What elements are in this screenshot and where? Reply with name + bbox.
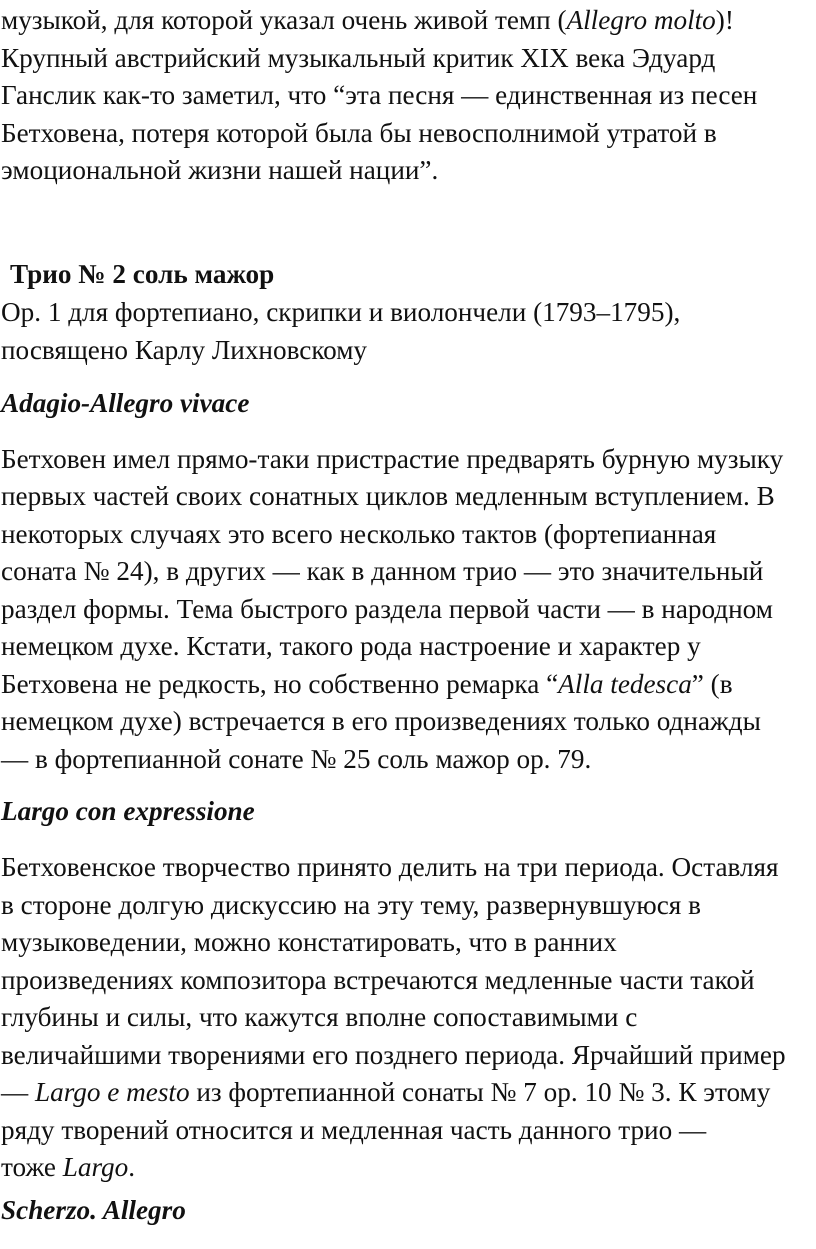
largo-text: . <box>128 1152 136 1182</box>
largo-line-3: музыковедении, можно констатировать, что в ранних <box>1 927 617 957</box>
largo-text: из фортепианной сонаты № 7 ор. 10 № 3. К этому <box>189 1077 771 1107</box>
trio-subtitle-1: Ор. 1 для фортепиано, скрипки и виолончели (1793–1795), <box>1 297 681 327</box>
adagio-line-9: — в фортепианной сонате № 25 соль мажор ор. 79. <box>1 744 592 774</box>
largo-text: тоже <box>1 1152 63 1182</box>
largo-line-9 <box>1 1149 135 1186</box>
largo-line-4: произведениях композитора встречаются медленные части такой <box>1 965 755 995</box>
adagio-line-8: немецком духе) встречается в его произведениях только однажды <box>1 706 761 736</box>
remark-alla-tedesca: Alla tedesca <box>558 669 692 699</box>
largo-text: — <box>1 1077 35 1107</box>
intro-line-3: Ганслик как-то заметил, что “эта песня — единственная из песен <box>1 80 758 110</box>
movement-title-scherzo: Scherzo. Allegro <box>1 1195 186 1225</box>
intro-line-1 <box>1 2 734 39</box>
tempo-marking: Allegro molto <box>566 5 716 35</box>
largo-line-8: ряду творений относится и медленная часть данного трио — <box>1 1115 707 1145</box>
largo-line-6: величайшими творениями его позднего периода. Ярчайший пример <box>1 1040 786 1070</box>
intro-text: )! <box>715 5 734 35</box>
movement-ref-largo-e-mesto: Largo e mesto <box>34 1077 190 1107</box>
adagio-line-1: Бетховен имел прямо-таки пристрастие предварять бурную музыку <box>1 444 784 474</box>
largo-line-2: в стороне долгую дискуссию на эту тему, развернувшуюся в <box>1 890 701 920</box>
trio-title: Трио № 2 соль мажор <box>10 259 275 289</box>
adagio-text: ” (в <box>691 669 733 699</box>
largo-line-1: Бетховенское творчество принято делить на три периода. Оставляя <box>1 852 779 882</box>
largo-line-7 <box>1 1074 770 1111</box>
intro-text: музыкой, для которой указал очень живой темп ( <box>1 5 567 35</box>
intro-line-5: эмоциональной жизни нашей нации”. <box>1 155 439 185</box>
intro-line-2: Крупный австрийский музыкальный критик XIX века Эдуард <box>1 43 716 73</box>
adagio-line-2: первых частей своих сонатных циклов медленным вступлением. В <box>1 481 775 511</box>
adagio-line-3: некоторых случаях это всего несколько тактов (фортепианная <box>1 519 717 549</box>
movement-title-adagio: Adagio-Allegro vivace <box>1 388 250 418</box>
trio-subtitle-2: посвящено Карлу Лихновскому <box>1 335 368 365</box>
adagio-line-5: раздел формы. Тема быстрого раздела первой части — в народном <box>1 594 773 624</box>
movement-ref-largo: Largo <box>62 1152 129 1182</box>
adagio-line-4: соната № 24), в других — как в данном трио — это значительный <box>1 556 764 586</box>
largo-line-5: глубины и силы, что кажутся вполне сопоставимыми с <box>1 1002 638 1032</box>
adagio-line-6: немецком духе. Кстати, такого рода настроение и характер у <box>1 631 701 661</box>
adagio-line-7 <box>1 666 733 703</box>
movement-title-largo: Largo con expressione <box>1 796 255 826</box>
intro-line-4: Бетховена, потеря которой была бы невосполнимой утратой в <box>1 118 717 148</box>
adagio-text: Бетховена не редкость, но собственно ремарка “ <box>1 669 559 699</box>
